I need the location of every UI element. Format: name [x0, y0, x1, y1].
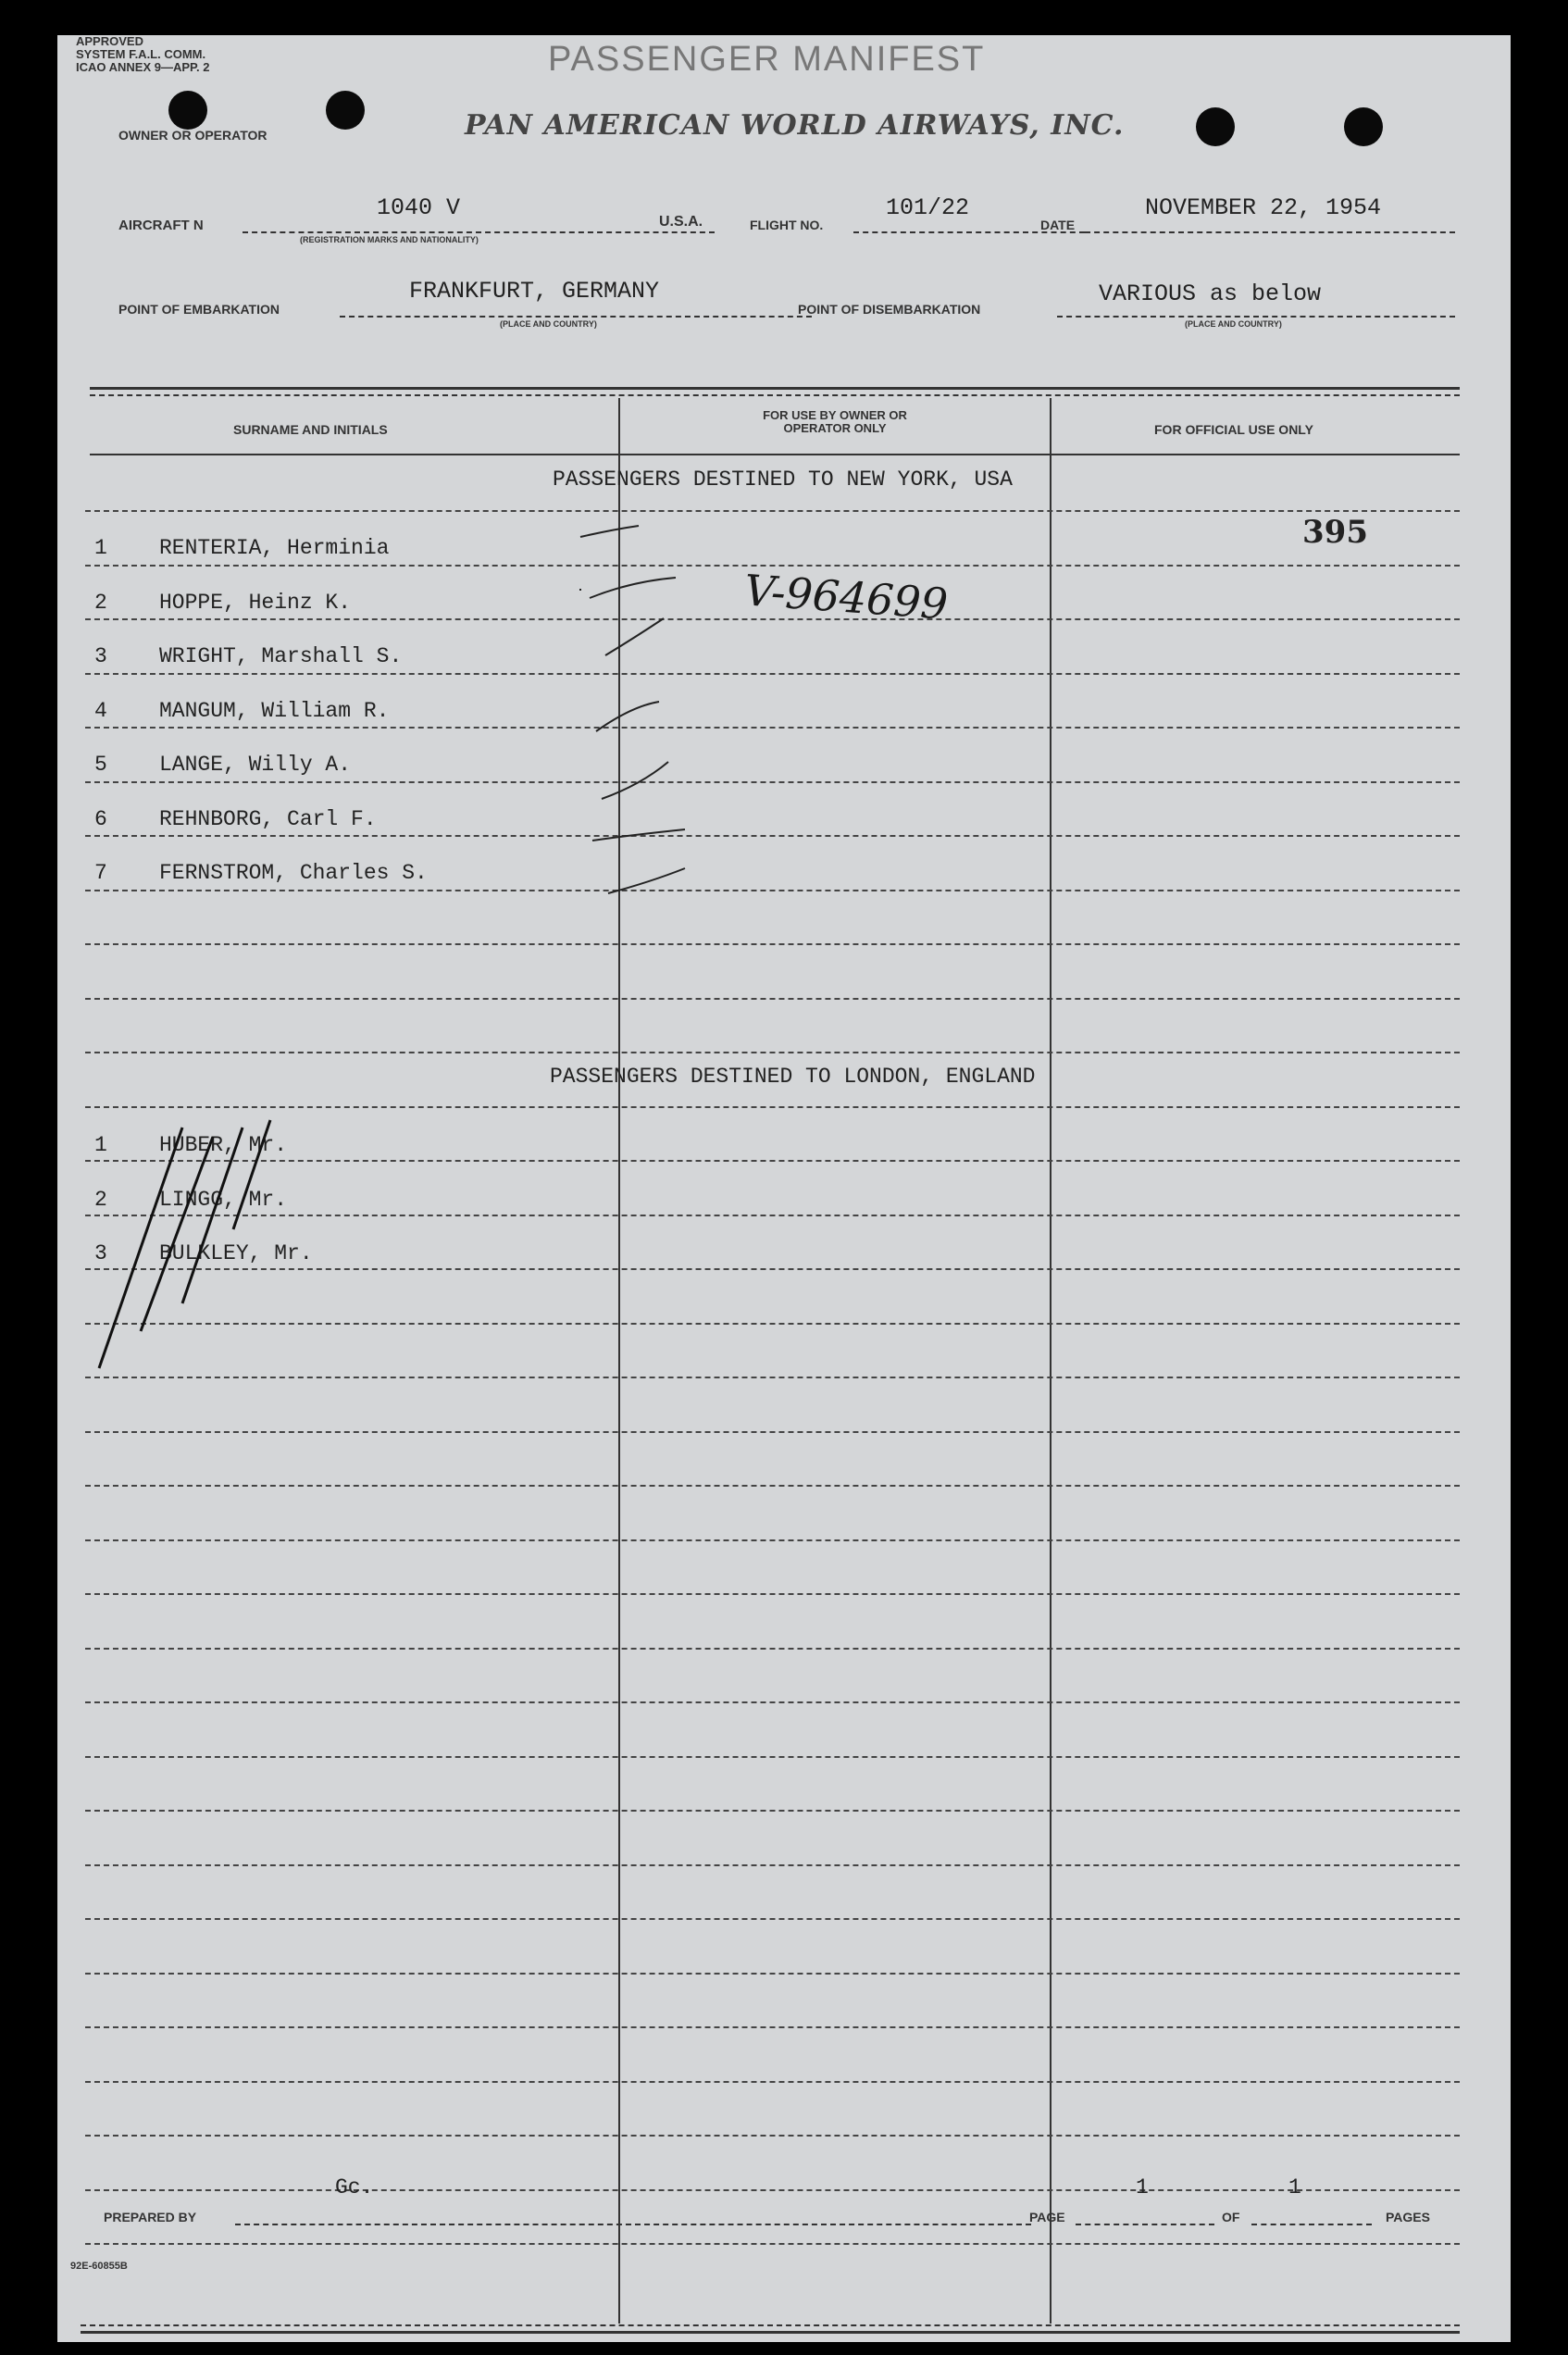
date-underline: [1085, 231, 1455, 233]
disembarkation-note: (PLACE AND COUNTRY): [1185, 319, 1282, 329]
page-value: 1: [1136, 2175, 1149, 2199]
passenger-name: FERNSTROM, Charles S.: [159, 861, 428, 885]
table-top-rule: [90, 387, 1460, 390]
passenger-name: WRIGHT, Marshall S.: [159, 644, 403, 668]
usa-label: U.S.A.: [659, 214, 703, 230]
date-value: NOVEMBER 22, 1954: [1145, 194, 1382, 221]
passenger-list-ny: [94, 521, 428, 901]
owner-label: OWNER OR OPERATOR: [118, 128, 268, 143]
registration-note: (REGISTRATION MARKS AND NATIONALITY): [300, 235, 479, 244]
ruled-line: [85, 1485, 1460, 1487]
row-number: 4: [94, 698, 107, 723]
section-heading: PASSENGERS DESTINED TO NEW YORK, USA: [553, 467, 1013, 492]
section-heading: PASSENGERS DESTINED TO LONDON, ENGLAND: [550, 1065, 1036, 1089]
row-number: 7: [94, 861, 107, 885]
disembarkation-label: POINT OF DISEMBARKATION: [798, 302, 981, 317]
passenger-name: HUBER, Mr.: [159, 1133, 288, 1157]
ruled-line: [85, 1648, 1460, 1650]
list-item: [94, 521, 428, 576]
punch-hole: [326, 91, 365, 130]
passenger-name: REHNBORG, Carl F.: [159, 806, 377, 831]
row-number: 5: [94, 753, 107, 777]
embarkation-value: FRANKFURT, GERMANY: [409, 278, 660, 305]
strike-line: [99, 1128, 182, 1368]
strike-marks: [94, 1109, 307, 1377]
punch-hole: [168, 91, 207, 130]
official-number: 395: [1302, 514, 1368, 551]
disembarkation-value: VARIOUS as below: [1099, 280, 1322, 307]
row-number: 1: [94, 536, 107, 560]
of-label: OF: [1222, 2210, 1240, 2224]
pen-mark: [590, 578, 676, 598]
flight-label: FLIGHT NO.: [750, 218, 824, 232]
aircraft-underline: [243, 231, 715, 233]
col-header-official: FOR OFFICIAL USE ONLY: [1154, 422, 1313, 437]
footer: [57, 2157, 1511, 2342]
pen-mark: [580, 526, 639, 537]
list-item: [94, 792, 428, 847]
form-title: PASSENGER MANIFEST: [548, 40, 986, 79]
pen-mark: [605, 618, 664, 655]
flight-value: 101/22: [886, 194, 970, 221]
passenger-name: MANGUM, William R.: [159, 698, 390, 723]
col-header-surname: SURNAME AND INITIALS: [233, 422, 388, 437]
row-number: 2: [94, 1187, 107, 1212]
prepared-by-value: Gc.: [335, 2175, 374, 2199]
ruled-line: [85, 943, 1460, 945]
row-number: 3: [94, 644, 107, 668]
column-divider: [1050, 398, 1052, 2324]
pen-mark: [608, 868, 685, 893]
ruled-line: [85, 2081, 1460, 2083]
ruled-line: [85, 1431, 1460, 1433]
pen-mark: [602, 762, 668, 799]
aircraft-value: 1040 V: [377, 194, 461, 221]
passenger-name: LANGE, Willy A.: [159, 753, 352, 777]
aircraft-label: AIRCRAFT N: [118, 218, 204, 233]
form-number: 92E-60855B: [70, 2261, 128, 2272]
embarkation-label: POINT OF EMBARKATION: [118, 302, 280, 317]
prepared-by-underline: [235, 2224, 1031, 2225]
header-rule: [90, 454, 1460, 455]
col-header-owner: FOR USE BY OWNER OR OPERATOR ONLY: [763, 408, 907, 435]
ruled-line: [85, 1973, 1460, 1975]
passenger-name: BULKLEY, Mr.: [159, 1241, 313, 1265]
pen-mark: [596, 702, 659, 731]
handwritten-visa-number: V-964699: [742, 565, 950, 629]
list-item: [94, 629, 428, 684]
approval-line: APPROVED: [76, 34, 143, 48]
ruled-line: [85, 1539, 1460, 1541]
strike-line: [182, 1128, 243, 1303]
embarkation-note: (PLACE AND COUNTRY): [500, 319, 597, 329]
row-number: 2: [94, 590, 107, 615]
ruled-line: [85, 2135, 1460, 2137]
ruled-line: [85, 1918, 1460, 1920]
disembarkation-underline: [1057, 316, 1455, 318]
list-item: [94, 576, 428, 630]
ruled-line: [85, 1701, 1460, 1703]
ruled-line: [85, 1106, 1460, 1108]
ruled-line: [85, 2026, 1460, 2028]
ruled-line: [85, 510, 1460, 512]
list-item: [94, 684, 428, 739]
punch-hole: [1344, 107, 1383, 146]
operator-name: PAN AMERICAN WORLD AIRWAYS, INC.: [465, 109, 1125, 142]
ruled-line: [85, 1864, 1460, 1866]
ruled-line: [85, 1810, 1460, 1812]
page-underline: [1076, 2224, 1214, 2225]
strike-line: [141, 1137, 213, 1331]
pen-marks: [576, 517, 715, 905]
approval-line: ICAO ANNEX 9—APP. 2: [76, 60, 210, 74]
row-number: 1: [94, 1133, 107, 1157]
ruled-line: [85, 998, 1460, 1000]
pages-label: PAGES: [1386, 2210, 1430, 2224]
of-value: 1: [1288, 2175, 1301, 2199]
ruled-line: [85, 1756, 1460, 1758]
punch-hole: [1196, 107, 1235, 146]
approval-block: [76, 35, 210, 74]
passenger-name: HOPPE, Heinz K.: [159, 590, 352, 615]
ruled-line: [85, 1052, 1460, 1053]
passenger-name: RENTERIA, Herminia: [159, 536, 390, 560]
prepared-by-label: PREPARED BY: [104, 2210, 197, 2224]
approval-line: SYSTEM F.A.L. COMM.: [76, 47, 206, 61]
page-label: PAGE: [1029, 2210, 1065, 2224]
ruled-line: [85, 1593, 1460, 1595]
passenger-name: LINGG, Mr.: [159, 1187, 288, 1212]
date-label: DATE: [1040, 218, 1076, 232]
manifest-sheet: [57, 35, 1511, 2342]
row-number: 3: [94, 1241, 107, 1265]
list-item: [94, 846, 428, 901]
row-number: 6: [94, 806, 107, 831]
of-underline: [1251, 2224, 1372, 2225]
list-item: [94, 738, 428, 792]
table-top-rule: [90, 394, 1460, 396]
pen-mark: [592, 829, 685, 841]
embarkation-underline: [340, 316, 812, 318]
